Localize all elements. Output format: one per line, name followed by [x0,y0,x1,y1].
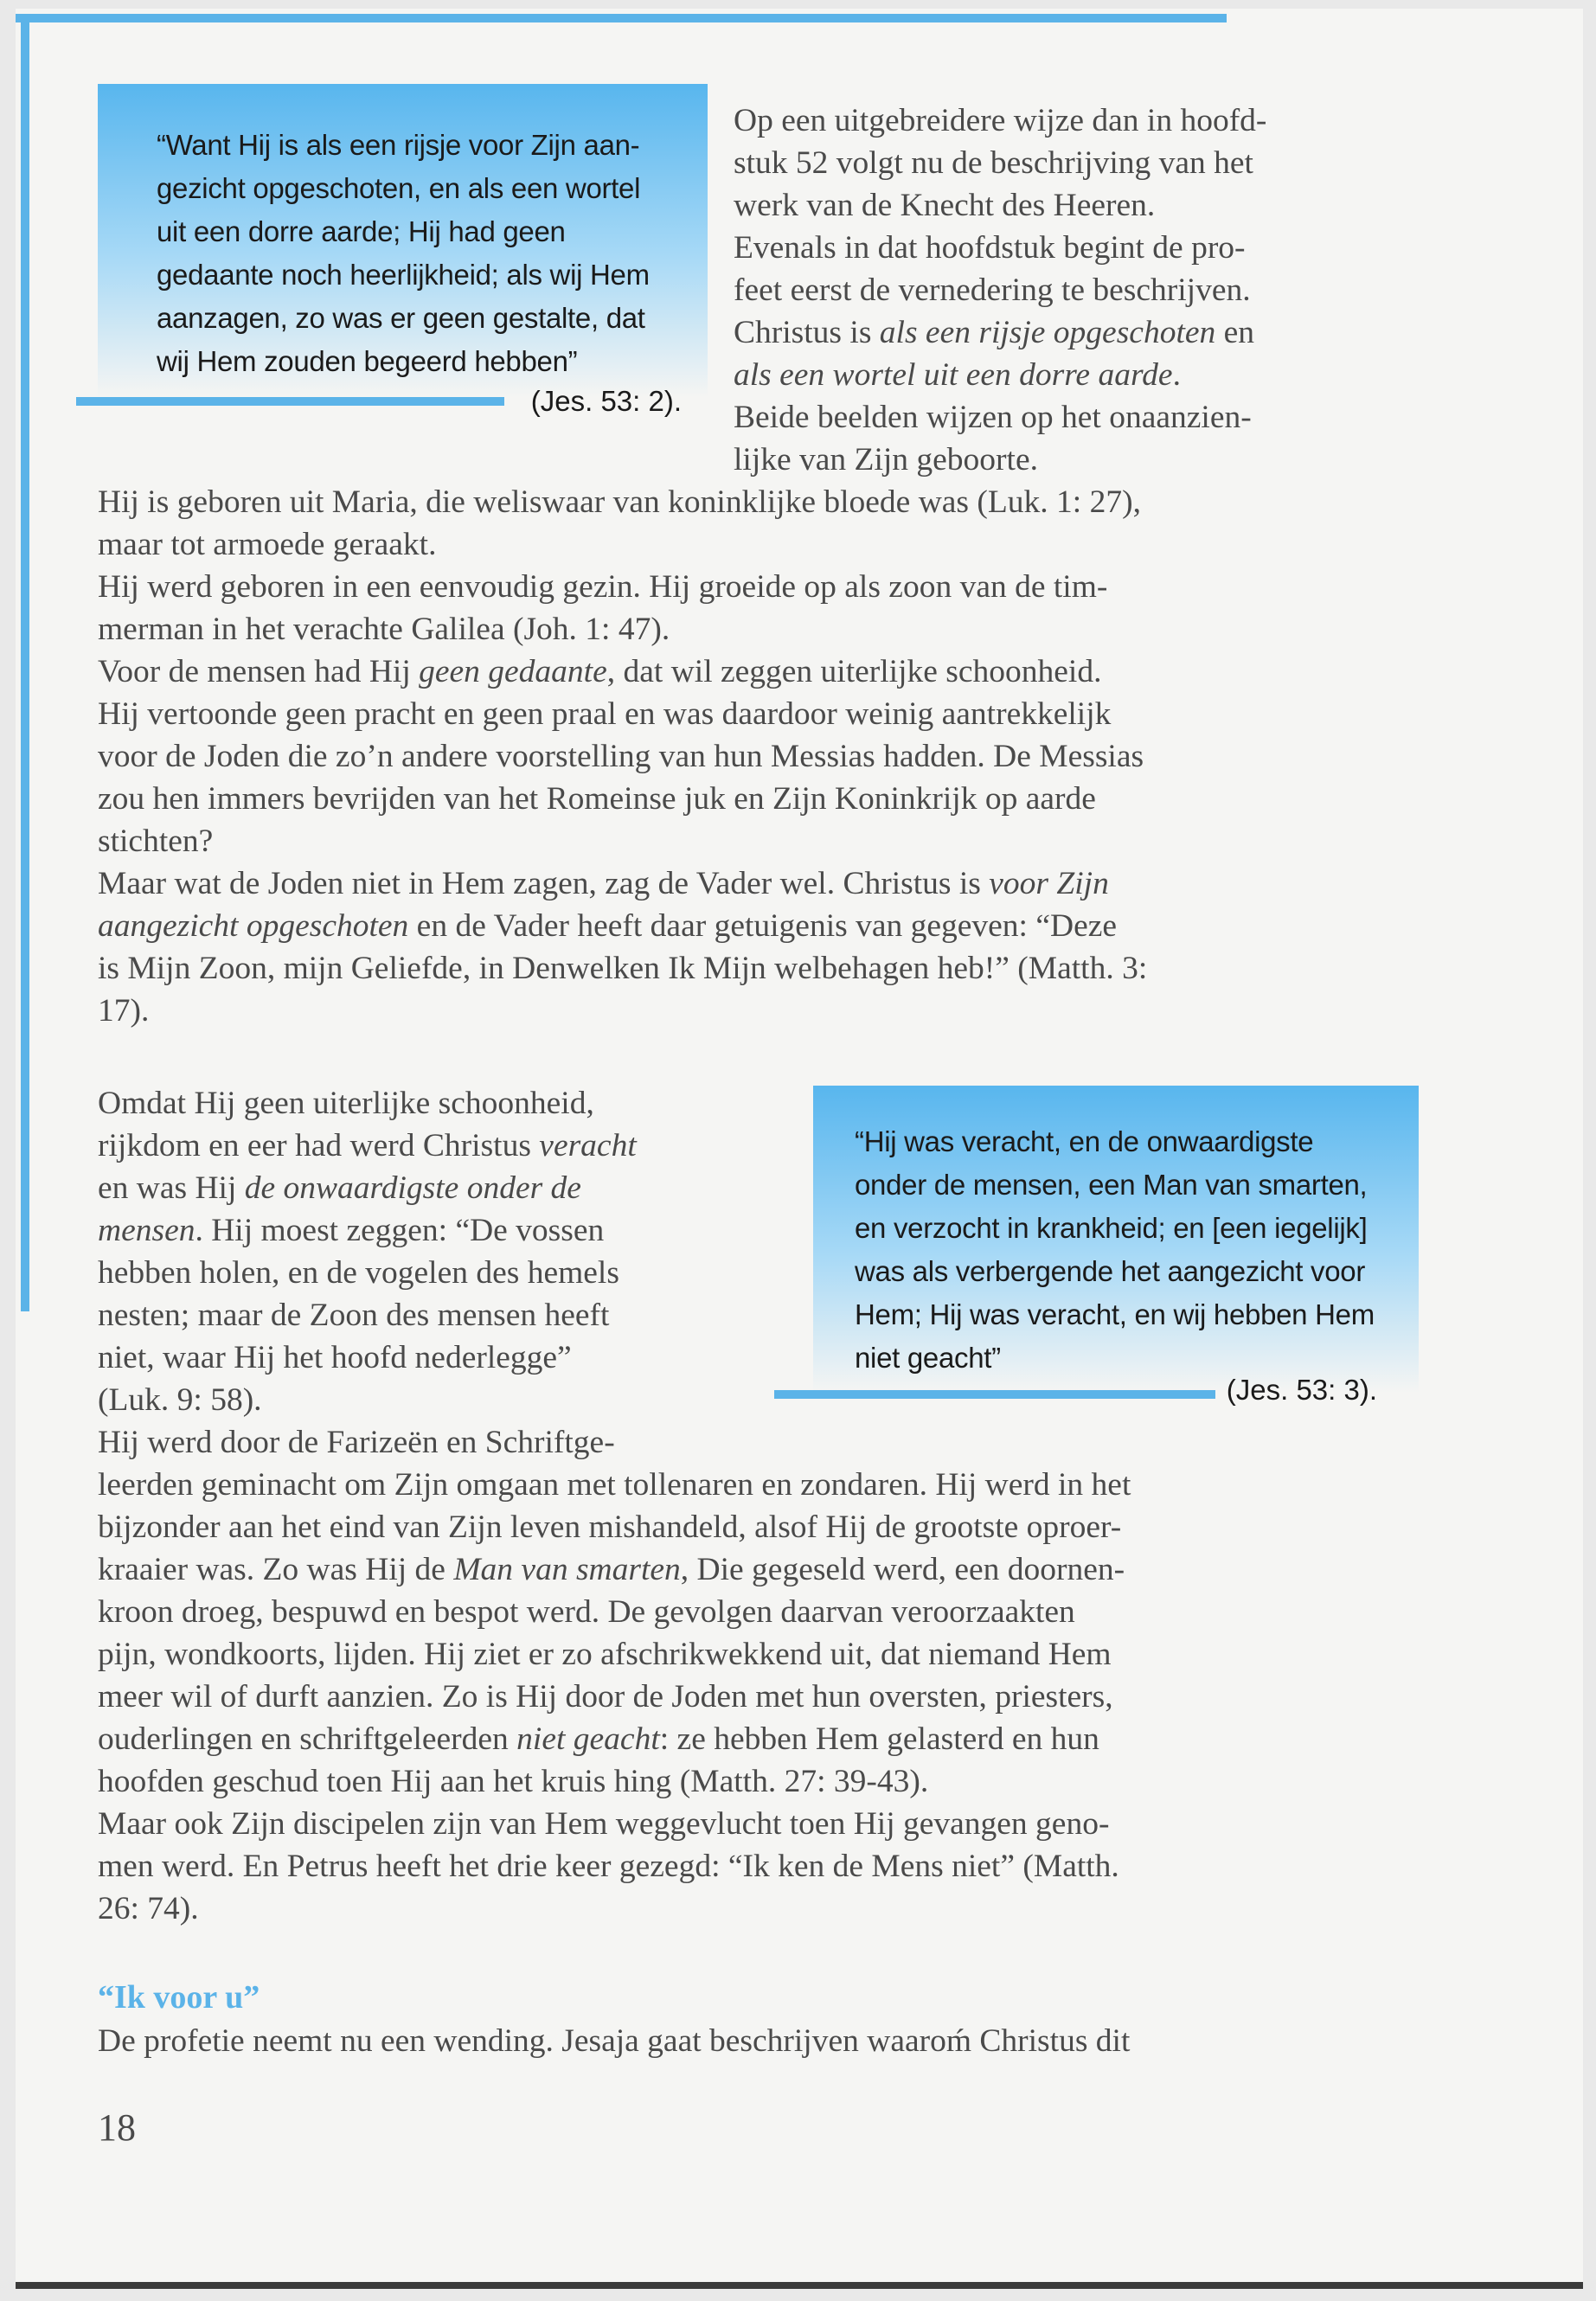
body-paragraph-1: Hij is geboren uit Maria, die weliswaar van koninklijke bloede was (Luk. 1: 27), maar tot armoede geraakt. Hij werd geboren in een eenvoudig gezin. Hij groeide op als zoon van de tim- merman in het verachte Galilea (Joh. 1: 47). Voor de mensen had Hij geen gedaante, dat wil zeggen uiterlijke schoonheid. Hij vertoonde geen pracht en geen praal en was daardoor weinig aantrekkelijk voor de Joden die zo’n andere voorstelling van hun Messias hadden. De Messias zou hen immers bevrijden van het Romeinse juk en Zijn Koninkrijk op aarde stichten? Maar wat de Joden niet in Hem zagen, zag de Vader wel. Christus is voor Zijn aangezicht opgeschoten en de Vader heeft daar getuigenis van gegeven: “Deze is Mijn Zoon, mijn Geliefde, in Denwelken Ik Mijn welbehagen heb!” (Matth. 3: 17). [98,484,1148,1029]
section-heading: “Ik voor u” [98,1979,260,2016]
quote-text: “Want Hij is als een rijsje voor Zijn aan- gezicht opgeschoten, en als een wortel uit een dorre aarde; Hij had geen gedaante noch heerlijkheid; als wij Hem aanzagen, zo was er geen gestalte, dat wij Hem zouden begeerd hebben” [157,129,650,377]
page-number: 18 [98,2106,136,2149]
quote-box-jes-53-2 [98,84,708,417]
quote-text: “Hij was veracht, en de onwaardigste onder de mensen, een Man van smarten, en verzocht in krankheid; en [een iegelijk] was als verbergende het aangezicht voor Hem; Hij was veracht, en wij hebben Hem niet geacht” [855,1125,1375,1374]
quote-underline [76,397,504,406]
body-paragraph-2: leerden geminacht om Zijn omgaan met tollenaren en zondaren. Hij werd in het bijzonder aan het eind van Zijn leven mishandeld, alsof Hij de grootste oproer- kraaier was. Zo was Hij de Man van smarten, Die gegeseld werd, een doornen- kroon droeg, bespuwd en bespot werd. De gevolgen daarvan veroorzaakten pijn, wondkoorts, lijden. Hij ziet er zo afschrikwekkend uit, dat niemand Hem meer wil of durft aanzien. Zo is Hij door de Joden met hun oversten, priesters, ouderlingen en schriftgeleerden niet geacht: ze hebben Hem gelasterd en hun hoofden geschud toen Hij aan het kruis hing (Matth. 27: 39-43). Maar ook Zijn discipelen zijn van Hem weggevlucht toen Hij gevangen geno- men werd. En Petrus heeft het drie keer gezegd: “Ik ken de Mens niet” (Matth. 26: 74). [98,1467,1131,1926]
bottom-rule [16,2282,1583,2289]
quote-box-jes-53-3 [813,1086,1419,1406]
top-rule [16,14,1227,22]
quote-reference: (Jes. 53: 3). [1226,1374,1377,1406]
quote-reference: (Jes. 53: 2). [530,385,682,417]
left-rule [21,14,29,1311]
quote-underline [774,1390,1215,1399]
body-paragraph-3: De profetie neemt nu een wending. Jesaja gaat beschrijven waaroḿ Christus dit [98,2023,1131,2059]
intro-column: Op een uitgebreidere wijze dan in hoofd- stuk 52 volgt nu de beschrijving van het werk van de Knecht des Heeren. Evenals in dat hoofdstuk begint de pro- feet eerst de vernedering te beschrijven. Christus is als een rijsje opgeschoten en als een wortel uit een dorre aarde. Beide beelden wijzen op het onaanzien- lijke van Zijn geboorte. [734,103,1267,478]
body-column-left: Omdat Hij geen uiterlijke schoonheid, rijkdom en eer had werd Christus veracht en was Hij de onwaardigste onder de mensen. Hij moest zeggen: “De vossen hebben holen, en de vogelen des hemels nesten; maar de Zoon des mensen heeft niet, waar Hij het hoofd nederlegge” (Luk. 9: 58). Hij werd door de Farizeën en Schriftge- [98,1086,637,1460]
